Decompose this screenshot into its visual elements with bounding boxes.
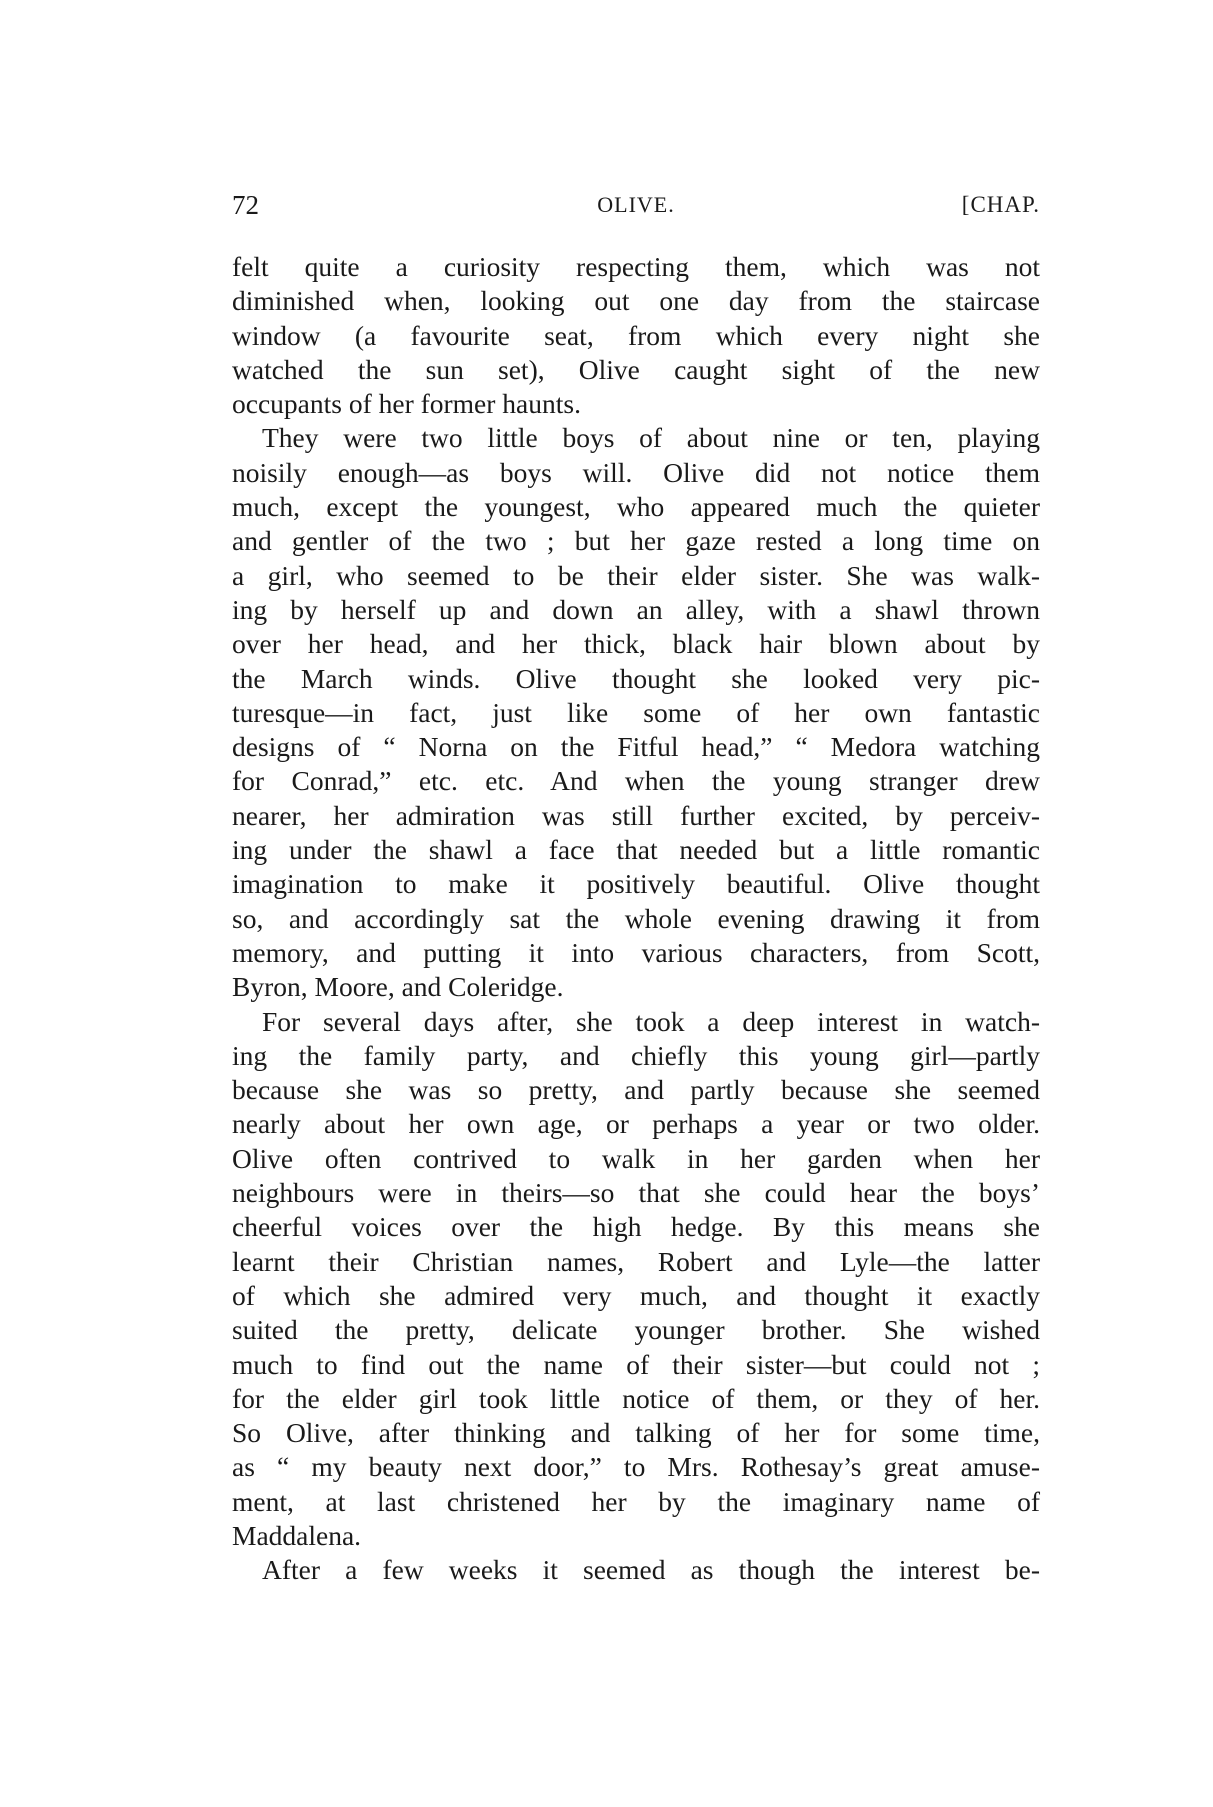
text-line: After a few weeks it seemed as though the interest be- (262, 1554, 1040, 1586)
text-line: of which she admired very much, and thought it exactly (232, 1279, 1040, 1311)
text-line: memory, and putting it into various characters, from Scott, (232, 936, 1040, 968)
text-line: nearly about her own age, or perhaps a year or two older. (232, 1108, 1040, 1140)
page-number: 72 (232, 190, 259, 220)
text-line: noisily enough—as boys will. Olive did not notice them (232, 456, 1040, 488)
text-line: occupants of her former haunts. (232, 388, 581, 420)
text-line: ing the family party, and chiefly this young girl—partly (232, 1039, 1040, 1071)
body-text (232, 250, 1040, 1588)
text-line: much, except the youngest, who appeared much the quieter (232, 491, 1040, 523)
text-line: designs of “ Norna on the Fitful head,” “ Medora watching (232, 731, 1040, 763)
text-line: learnt their Christian names, Robert and Lyle—the latter (232, 1245, 1040, 1277)
text-line: ing by herself up and down an alley, with a shawl thrown (232, 593, 1040, 625)
text-line: turesque—in fact, just like some of her own fantastic (232, 696, 1040, 728)
text-line: ment, at last christened her by the imaginary name of (232, 1485, 1040, 1517)
text-line: nearer, her admiration was still further excited, by perceiv- (232, 799, 1040, 831)
text-line: so, and accordingly sat the whole evening drawing it from (232, 902, 1040, 934)
text-line: because she was so pretty, and partly because she seemed (232, 1074, 1040, 1106)
text-line: window (a favourite seat, from which every night she (232, 319, 1040, 351)
text-line: Byron, Moore, and Coleridge. (232, 971, 564, 1003)
text-line: Maddalena. (232, 1519, 362, 1551)
text-line: over her head, and her thick, black hair blown about by (232, 628, 1040, 660)
text-line: and gentler of the two ; but her gaze rested a long time on (232, 525, 1040, 557)
running-title: OLIVE. (597, 192, 675, 217)
text-line: for Conrad,” etc. etc. And when the young stranger drew (232, 765, 1040, 797)
text-line: They were two little boys of about nine or ten, playing (262, 422, 1040, 454)
text-line: much to find out the name of their sister—but could not ; (232, 1348, 1040, 1380)
page-header (232, 190, 1040, 230)
text-line: diminished when, looking out one day from the staircase (232, 285, 1040, 317)
text-line: Olive often contrived to walk in her garden when her (232, 1142, 1040, 1174)
text-line: the March winds. Olive thought she looked very pic- (232, 662, 1040, 694)
text-line: neighbours were in theirs—so that she could hear the boys’ (232, 1177, 1040, 1209)
text-line: as “ my beauty next door,” to Mrs. Rothesay’s great amuse- (232, 1451, 1040, 1483)
chapter-label: [CHAP. (961, 192, 1040, 217)
text-line: for the elder girl took little notice of them, or they of her. (232, 1382, 1040, 1414)
text-line: So Olive, after thinking and talking of her for some time, (232, 1417, 1040, 1449)
text-line: cheerful voices over the high hedge. By this means she (232, 1211, 1040, 1243)
text-line: imagination to make it positively beautiful. Olive thought (232, 868, 1040, 900)
text-line: felt quite a curiosity respecting them, which was not (232, 251, 1040, 282)
text-line: watched the sun set), Olive caught sight of the new (232, 353, 1040, 385)
text-line: For several days after, she took a deep interest in watch- (262, 1005, 1040, 1037)
text-line: suited the pretty, delicate younger brother. She wished (232, 1314, 1040, 1346)
text-line: ing under the shawl a face that needed but a little romantic (232, 834, 1040, 866)
text-line: a girl, who seemed to be their elder sister. She was walk- (232, 559, 1040, 591)
